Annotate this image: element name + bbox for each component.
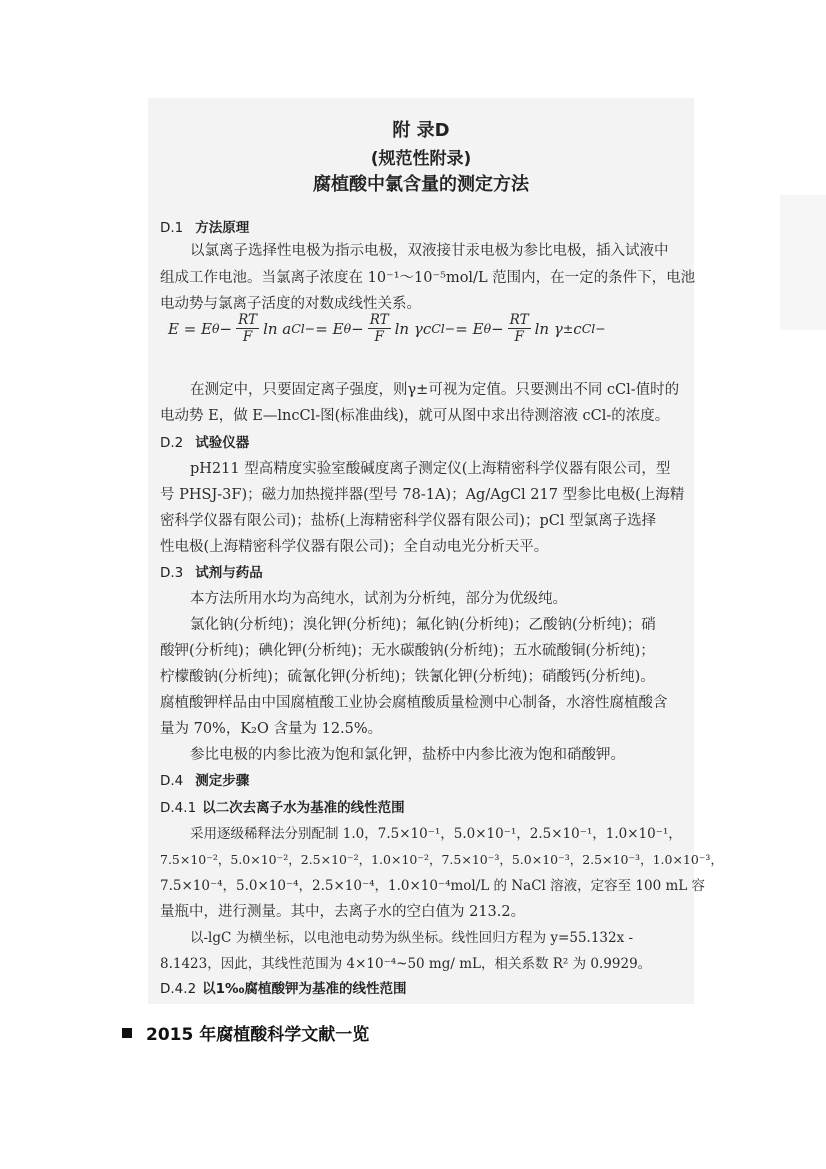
- formula-fraction: [236, 312, 259, 345]
- section-heading-d3: [160, 563, 263, 583]
- text-line: 参比电极的内参比液为饱和氯化钾，盐桥中内参比液为饱和硝酸钾。: [190, 747, 625, 763]
- formula-minus: −: [491, 319, 504, 338]
- appendix-title: 附 录D: [392, 120, 450, 141]
- section-number: D.4.1: [160, 800, 197, 816]
- section-heading-d2: [160, 433, 249, 453]
- text-line: 酸钾(分析纯)；碘化钾(分析纯)；无水碳酸钠(分析纯)；五水硫酸铜(分析纯)；: [160, 643, 655, 659]
- text-line: 柠檬酸钠(分析纯)；硫氰化钾(分析纯)；铁氰化钾(分析纯)；硝酸钙(分析纯)。: [160, 669, 655, 685]
- formula-rt: RT: [369, 312, 389, 328]
- text-line: pH211 型高精度实验室酸碱度离子测定仪(上海精密科学仪器有限公司，型: [190, 461, 671, 477]
- formula-rt: RT: [238, 312, 258, 328]
- literature-list-heading: [122, 1020, 369, 1045]
- text-line: 在测定中，只要固定离子强度，则γ±可视为定值。只要测出不同 cCl-值时的: [190, 382, 680, 398]
- formula-rt: RT: [509, 312, 529, 328]
- formula-minus: −: [351, 319, 364, 338]
- formula-sub: Cl−: [581, 321, 606, 336]
- formula-theta: θ: [212, 321, 220, 336]
- section-number: D.1: [160, 220, 184, 236]
- section-number: D.4.2: [160, 981, 197, 997]
- formula-pm: ±: [562, 321, 574, 336]
- section-number: D.3: [160, 565, 184, 581]
- text-line: 腐植酸钾样品由中国腐植酸工业协会腐植酸质量检测中心制备，水溶性腐植酸含: [160, 695, 668, 711]
- formula-f: F: [514, 329, 524, 345]
- scan-edge-shadow: [780, 195, 826, 330]
- section-title: 方法原理: [195, 220, 250, 236]
- text-line: 性电极(上海精密科学仪器有限公司)；全自动电光分析天平。: [160, 539, 549, 555]
- nernst-equation: [168, 312, 606, 345]
- text-line: 密科学仪器有限公司)；盐桥(上海精密科学仪器有限公司)；pCl 型氯离子选择: [160, 513, 657, 529]
- formula-minus: −: [219, 319, 233, 338]
- formula-theta: θ: [483, 321, 492, 336]
- section-number: D.4: [160, 773, 184, 789]
- section-heading-d41: [160, 798, 405, 818]
- section-title: 试验仪器: [195, 435, 250, 451]
- section-title: 以二次去离子水为基准的线性范围: [202, 800, 405, 816]
- formula-sub: Cl−: [291, 321, 316, 336]
- formula-ln-gamma-c: ln γc: [394, 319, 432, 338]
- text-line: 以氯离子选择性电极为指示电极，双液接甘汞电极为参比电极，插入试液中: [190, 243, 669, 259]
- formula-eq: = E: [455, 319, 484, 338]
- text-line: 本方法所用水均为高纯水，试剂为分析纯，部分为优级纯。: [190, 591, 567, 607]
- section-title: 以1‰腐植酸钾为基准的线性范围: [202, 981, 407, 997]
- appendix-subtitle: (规范性附录): [370, 149, 472, 169]
- formula-c: c: [573, 319, 582, 338]
- section-heading-d4: [160, 771, 249, 791]
- literature-list-title: 2015 年腐植酸科学文献一览: [146, 1025, 370, 1045]
- formula-eq: = E: [315, 319, 344, 338]
- formula-fraction: [368, 312, 391, 345]
- section-number: D.2: [160, 435, 184, 451]
- text-line: 7.5×10⁻²，5.0×10⁻²，2.5×10⁻²，1.0×10⁻²，7.5×10⁻³，5.0×10⁻³，2.5×10⁻³，1.0×10⁻³，: [160, 852, 723, 867]
- formula-ln-a: ln a: [263, 319, 292, 338]
- text-line: 组成工作电池。当氯离子浓度在 10⁻¹～10⁻⁵mol/L 范围内，在一定的条件下，电池: [160, 270, 696, 286]
- formula-f: F: [242, 329, 253, 345]
- formula-f: F: [374, 329, 384, 345]
- text-line: 电动势与氯离子活度的对数成线性关系。: [160, 296, 421, 312]
- text-line: 以-lgC 为横坐标，以电池电动势为纵坐标。线性回归方程为 y=55.132x -: [190, 930, 634, 946]
- text-line: 8.1423，因此，其线性范围为 4×10⁻⁴~50 mg/ mL，相关系数 R² 为 0.9929。: [160, 956, 652, 972]
- text-line: 量为 70%，K₂O 含量为 12.5%。: [160, 721, 383, 737]
- text-line: 量瓶中，进行测量。其中，去离子水的空白值为 213.2。: [160, 904, 526, 920]
- formula-fraction: [508, 312, 531, 345]
- formula-ln-gamma: ln γ: [534, 319, 563, 338]
- square-bullet-icon: [122, 1028, 132, 1038]
- section-title: 测定步骤: [195, 773, 250, 789]
- section-title: 试剂与药品: [195, 565, 263, 581]
- text-line: 电动势 E，做 E—lncCl-图(标准曲线)，就可从图中求出待测溶液 cCl-的浓度。: [160, 408, 670, 424]
- text-line: 氯化钠(分析纯)；溴化钾(分析纯)；氟化钠(分析纯)；乙酸钠(分析纯)；硝: [190, 617, 656, 633]
- formula-e: E = E: [168, 319, 213, 338]
- section-heading-d42: [160, 979, 407, 999]
- text-line: 号 PHSJ-3F)；磁力加热搅拌器(型号 78-1A)；Ag/AgCl 217 型参比电极(上海精: [160, 487, 685, 503]
- formula-theta: θ: [343, 321, 352, 336]
- formula-sub: Cl−: [431, 321, 456, 336]
- text-line: 采用逐级稀释法分别配制 1.0，7.5×10⁻¹，5.0×10⁻¹，2.5×10⁻¹，1.0×10⁻¹，: [190, 826, 682, 842]
- appendix-main-title: 腐植酸中氯含量的测定方法: [313, 174, 529, 195]
- text-line: 7.5×10⁻⁴，5.0×10⁻⁴，2.5×10⁻⁴，1.0×10⁻⁴mol/L 的 NaCl 溶液，定容至 100 mL 容: [160, 878, 706, 894]
- section-heading-d1: [160, 218, 249, 238]
